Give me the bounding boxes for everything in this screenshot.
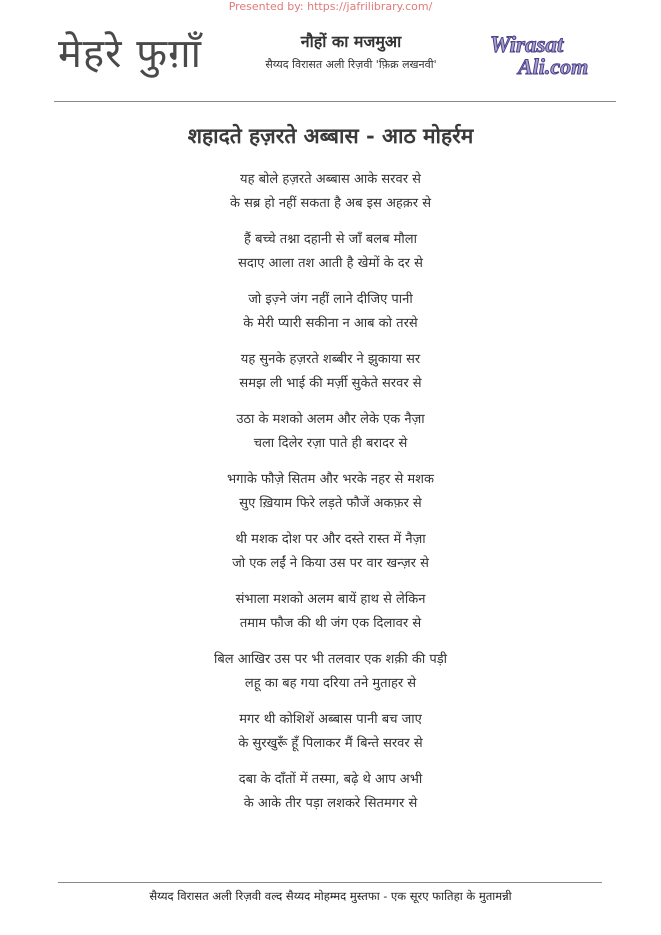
verse-line: चला दिलेर रज़ा पाते ही बरादर से bbox=[253, 436, 408, 451]
stanza bbox=[0, 348, 661, 408]
book-title: मेहरे फुग़ाँ bbox=[58, 31, 202, 77]
stanza bbox=[0, 408, 661, 468]
logo-text-line2: Ali.com bbox=[518, 54, 589, 78]
verse-line: हैं बच्चे तश्ना दहानी से जाँ बलब मौला bbox=[244, 232, 417, 247]
stanza bbox=[0, 708, 661, 768]
verse-line: के सुरखुरूँ हूँ पिलाकर मैं बिन्ते सरवर से bbox=[238, 736, 423, 751]
presented-by-label: Presented by: bbox=[228, 0, 304, 13]
footer-divider bbox=[58, 882, 602, 883]
stanza bbox=[0, 768, 661, 828]
verse-line: यह सुनके हज़रते शब्बीर ने झुकाया सर bbox=[240, 352, 421, 367]
stanza bbox=[0, 228, 661, 288]
verse-line: के सब्र हो नहीं सकता है अब इस अहक़र से bbox=[229, 196, 432, 211]
verse-line: संभाला मशको अलम बायें हाथ से लेकिन bbox=[235, 592, 426, 607]
stanza bbox=[0, 168, 661, 228]
verse-line: समझ ली भाई की मर्ज़ी सुकेते सरवर से bbox=[239, 376, 422, 391]
logo-text-line1: Wirasat bbox=[490, 32, 564, 57]
header-center bbox=[222, 30, 480, 74]
library-link[interactable]: https://jafrilibrary.com/ bbox=[307, 0, 433, 13]
verse-line: सुए ख़ियाम फिरे लड़ते फौजें अकफ़र से bbox=[239, 496, 422, 511]
stanza bbox=[0, 468, 661, 528]
verse-line: सदाए आला तश आती है खेमों के दर से bbox=[238, 256, 423, 271]
verse-line: भगाके फौज़े सितम और भरके नहर से मशक bbox=[227, 472, 434, 487]
wirasat-ali-logo[interactable] bbox=[488, 30, 614, 78]
verse-line: मगर थी कोशिशें अब्बास पानी बच जाए bbox=[239, 712, 422, 727]
verse-line: जो इज़्ने जंग नहीं लाने दीजिए पानी bbox=[248, 292, 413, 307]
poet-name: सैय्यद विरासत अली रिज़वी 'फ़िक्र लखनवी' bbox=[265, 58, 437, 71]
stanza bbox=[0, 588, 661, 648]
header-divider bbox=[54, 101, 616, 102]
verse-line: लहू का बह गया दरिया तने मुताहर से bbox=[244, 676, 417, 691]
verse-line: तमाम फौज की थी जंग एक दिलावर से bbox=[239, 616, 422, 631]
verse-line: जो एक लईं ने किया उस पर वार खन्ज़र से bbox=[232, 556, 429, 571]
verse-line: के आके तीर पड़ा लशकरे सितमगर से bbox=[243, 796, 418, 811]
footer-dedication: सैय्यद विरासत अली रिज़वी वल्द सैय्यद मोहम्मद मुस्तफा - एक सूरए फातिहा के मुतामन्नी bbox=[149, 889, 512, 903]
verse-line: दबा के दाँतों में तस्मा, बढ़े थे आप अभी bbox=[238, 772, 423, 787]
presented-by-banner bbox=[0, 0, 661, 14]
verse-list bbox=[0, 168, 661, 828]
verse-line: उठा के मशको अलम और लेके एक नैज़ा bbox=[236, 412, 425, 427]
verse-line: बिल आखिर उस पर भी तलवार एक शक़ी की पड़ी bbox=[213, 652, 448, 667]
verse-line: के मेरी प्यारी सकीना न आब को तरसे bbox=[243, 316, 418, 331]
nauha-title: शहादते हज़रते अब्बास - आठ मोहर्रम bbox=[187, 123, 474, 148]
stanza bbox=[0, 288, 661, 348]
stanza bbox=[0, 648, 661, 708]
verse-line: थी मशक दोश पर और दस्ते रास्त में नैज़ा bbox=[235, 532, 426, 547]
stanza bbox=[0, 528, 661, 588]
verse-line: यह बोले हज़रते अब्बास आके सरवर से bbox=[240, 172, 421, 187]
collection-title: नौहों का मजमुआ bbox=[300, 32, 402, 51]
